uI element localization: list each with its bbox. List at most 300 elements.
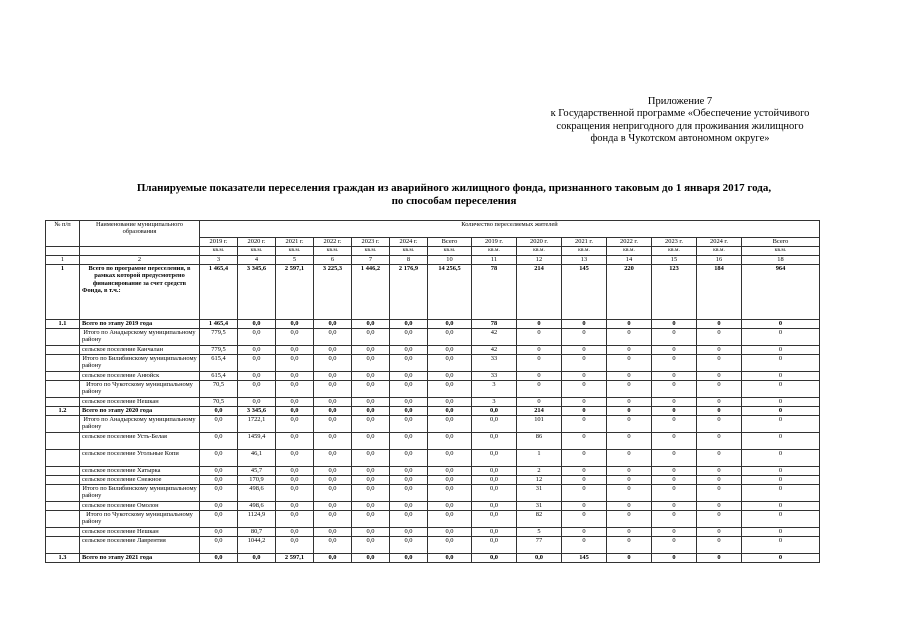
value-cell: 0 [697,416,742,433]
value-cell: 0 [697,450,742,467]
value-cell: 0 [652,346,697,355]
value-cell: 0 [742,554,820,563]
value-cell: 0 [607,450,652,467]
value-cell: 0 [742,346,820,355]
value-cell: 3 [472,381,517,398]
header-unit-blank [80,247,200,256]
value-cell: 0 [652,554,697,563]
column-number: 10 [428,256,472,265]
table-row [46,372,820,381]
value-cell: 2 597,1 [276,265,314,320]
value-cell: 0,0 [472,407,517,416]
value-cell: 0,0 [314,511,352,528]
row-name: Всего по программе переселения, в рамках которой предусмотрено финансирование за счет средств Фонда, в т.ч.: [80,265,200,320]
table-row [46,346,820,355]
value-cell: 0,0 [472,416,517,433]
value-cell: 0 [562,416,607,433]
value-cell: 0,0 [517,554,562,563]
value-cell: 0 [652,485,697,502]
value-cell: 615,4 [200,355,238,372]
value-cell: 0,0 [352,433,390,450]
annex-line: фонда в Чукотском автономном округе» [590,133,770,145]
value-cell: 170,9 [238,476,276,485]
value-cell: 0,0 [314,320,352,329]
row-name: сельское поселение Нешкан [80,398,200,407]
value-cell: 0 [652,416,697,433]
value-cell: 0,0 [238,346,276,355]
value-cell: 0,0 [314,485,352,502]
value-cell: 3 225,3 [314,265,352,320]
value-cell: 0,0 [428,485,472,502]
row-name: сельское поселение Хатырка [80,467,200,476]
value-cell: 0 [562,528,607,537]
value-cell: 0 [742,407,820,416]
value-cell: 0,0 [428,372,472,381]
row-number: 1.2 [46,407,80,416]
value-cell: 0,0 [352,467,390,476]
value-cell: 0,0 [428,528,472,537]
value-cell: 0 [652,511,697,528]
value-cell: 0 [652,476,697,485]
value-cell: 0 [607,537,652,554]
row-number [46,433,80,450]
value-cell: 123 [652,265,697,320]
column-number: 12 [517,256,562,265]
value-cell: 0 [742,320,820,329]
value-cell: 42 [472,346,517,355]
row-number [46,355,80,372]
value-cell: 0,0 [390,381,428,398]
value-cell: 0,0 [390,320,428,329]
value-cell: 12 [517,476,562,485]
value-cell: 0,0 [352,372,390,381]
value-cell: 0 [607,467,652,476]
value-cell: 0,0 [352,485,390,502]
value-cell: 2 176,9 [390,265,428,320]
value-cell: 0 [607,502,652,511]
header-name: Наименование муниципального образования [80,221,200,247]
value-cell: 0 [697,554,742,563]
annex-line: Приложение 7 [647,96,713,107]
value-cell: 0 [652,433,697,450]
row-name: Итого по Чукотскому муниципальному району [80,511,200,528]
value-cell: 0,0 [428,450,472,467]
value-cell: 2 597,1 [276,554,314,563]
header-unit: кв.м. [562,247,607,256]
value-cell: 0 [697,467,742,476]
column-number: 8 [390,256,428,265]
value-cell: 0,0 [276,467,314,476]
value-cell: 0 [652,381,697,398]
value-cell: 0,0 [390,416,428,433]
table-row [46,502,820,511]
header-year: 2023 г. [652,238,697,247]
value-cell: 0,0 [238,320,276,329]
header-year: 2024 г. [390,238,428,247]
column-number: 18 [742,256,820,265]
value-cell: 0,0 [314,502,352,511]
value-cell: 0,0 [428,381,472,398]
value-cell: 0,0 [428,537,472,554]
value-cell: 0,0 [276,346,314,355]
value-cell: 0 [607,433,652,450]
row-name: Всего по этапу 2019 года [80,320,200,329]
value-cell: 0 [742,450,820,467]
row-number: 1.3 [46,554,80,563]
row-number [46,398,80,407]
header-unit: кв.м. [428,247,472,256]
title-line-2: по способам переселения [391,195,517,207]
value-cell: 0 [607,485,652,502]
resettlement-table [45,220,820,563]
table-row [46,528,820,537]
value-cell: 0 [607,372,652,381]
value-cell: 0 [652,450,697,467]
value-cell: 3 345,6 [238,265,276,320]
value-cell: 70,5 [200,381,238,398]
row-number [46,346,80,355]
value-cell: 0 [697,476,742,485]
value-cell: 0,0 [390,398,428,407]
value-cell: 0,0 [352,320,390,329]
value-cell: 0,0 [428,467,472,476]
column-number: 4 [238,256,276,265]
header-year: 2020 г. [238,238,276,247]
header-year: 2019 г. [200,238,238,247]
row-number [46,476,80,485]
value-cell: 145 [562,554,607,563]
value-cell: 2 [517,467,562,476]
value-cell: 0,0 [238,372,276,381]
value-cell: 0,0 [200,485,238,502]
row-number [46,372,80,381]
value-cell: 0,0 [314,372,352,381]
value-cell: 0 [652,355,697,372]
value-cell: 0,0 [352,381,390,398]
value-cell: 0 [517,329,562,346]
value-cell: 0,0 [238,355,276,372]
value-cell: 0 [652,537,697,554]
value-cell: 0 [697,511,742,528]
column-number: 3 [200,256,238,265]
value-cell: 0,0 [472,537,517,554]
value-cell: 0,0 [428,511,472,528]
row-name: сельское поселение Угольные Копи [80,450,200,467]
header-year: 2024 г. [697,238,742,247]
header-unit: кв.м. [238,247,276,256]
value-cell: 779,5 [200,329,238,346]
row-name: Итого по Билибинскому муниципальному району [80,355,200,372]
header-unit: кв.м. [276,247,314,256]
row-name: сельское поселение Снежное [80,476,200,485]
row-number [46,537,80,554]
row-name: сельское поселение Нешкан [80,528,200,537]
value-cell: 0 [652,398,697,407]
value-cell: 0 [742,502,820,511]
value-cell: 0,0 [390,485,428,502]
value-cell: 184 [697,265,742,320]
value-cell: 0 [607,320,652,329]
column-number: 13 [562,256,607,265]
value-cell: 0 [697,346,742,355]
row-name: Итого по Анадырскому муниципальному району [80,329,200,346]
value-cell: 498,6 [238,502,276,511]
value-cell: 0,0 [352,407,390,416]
column-number: 11 [472,256,517,265]
value-cell: 0,0 [314,554,352,563]
value-cell: 0,0 [200,407,238,416]
value-cell: 0 [652,528,697,537]
row-number [46,485,80,502]
value-cell: 0 [607,476,652,485]
value-cell: 0,0 [276,398,314,407]
value-cell: 0 [607,355,652,372]
value-cell: 0 [697,502,742,511]
value-cell: 0 [652,329,697,346]
value-cell: 0 [562,467,607,476]
value-cell: 1 465,4 [200,320,238,329]
value-cell: 31 [517,485,562,502]
value-cell: 3 345,6 [238,407,276,416]
value-cell: 0,0 [200,528,238,537]
value-cell: 0 [697,320,742,329]
value-cell: 0,0 [276,416,314,433]
value-cell: 0 [742,381,820,398]
value-cell: 0,0 [276,502,314,511]
value-cell: 0 [652,320,697,329]
value-cell: 70,5 [200,398,238,407]
table-row [46,381,820,398]
value-cell: 0 [742,433,820,450]
value-cell: 0 [697,381,742,398]
value-cell: 0,0 [314,355,352,372]
value-cell: 1 [517,450,562,467]
value-cell: 0 [742,355,820,372]
value-cell: 0,0 [276,381,314,398]
value-cell: 0 [697,329,742,346]
value-cell: 80,7 [238,528,276,537]
value-cell: 0 [697,433,742,450]
value-cell: 0,0 [314,476,352,485]
row-number [46,416,80,433]
row-name: Всего по этапу 2021 года [80,554,200,563]
value-cell: 101 [517,416,562,433]
annex-line: к Государственной программе «Обеспечение устойчивого [550,108,810,120]
row-name: Всего по этапу 2020 года [80,407,200,416]
value-cell: 0,0 [472,485,517,502]
value-cell: 0,0 [200,537,238,554]
value-cell: 0,0 [276,355,314,372]
value-cell: 0,0 [276,537,314,554]
header-unit: кв.м. [652,247,697,256]
column-number: 16 [697,256,742,265]
value-cell: 0,0 [276,450,314,467]
value-cell: 0,0 [390,467,428,476]
value-cell: 86 [517,433,562,450]
value-cell: 0,0 [314,537,352,554]
value-cell: 0 [607,528,652,537]
value-cell: 0,0 [276,407,314,416]
header-year: 2020 г. [517,238,562,247]
table-row [46,511,820,528]
value-cell: 0 [607,407,652,416]
value-cell: 220 [607,265,652,320]
value-cell: 0,0 [472,450,517,467]
value-cell: 0,0 [276,528,314,537]
column-number: 1 [46,256,80,265]
value-cell: 0 [607,511,652,528]
value-cell: 0,0 [390,433,428,450]
header-year: 2021 г. [276,238,314,247]
header-unit: кв.м. [200,247,238,256]
column-number: 14 [607,256,652,265]
value-cell: 0 [562,372,607,381]
value-cell: 14 256,5 [428,265,472,320]
value-cell: 0,0 [428,416,472,433]
value-cell: 0,0 [472,476,517,485]
value-cell: 0,0 [428,346,472,355]
value-cell: 0 [742,476,820,485]
value-cell: 0 [607,416,652,433]
value-cell: 33 [472,372,517,381]
row-number [46,381,80,398]
value-cell: 0,0 [276,433,314,450]
value-cell: 0 [742,537,820,554]
row-name: Итого по Билибинскому муниципальному району [80,485,200,502]
value-cell: 779,5 [200,346,238,355]
value-cell: 0,0 [390,502,428,511]
value-cell: 0,0 [314,398,352,407]
annex-line: сокращения непригодного для проживания жилищного [556,120,804,132]
value-cell: 0 [517,398,562,407]
value-cell: 0,0 [472,528,517,537]
value-cell: 0,0 [352,450,390,467]
table-row [46,476,820,485]
row-number [46,329,80,346]
value-cell: 0 [562,407,607,416]
value-cell: 0,0 [276,511,314,528]
header-unit: кв.м. [697,247,742,256]
value-cell: 0,0 [200,467,238,476]
row-name: сельское поселение Омолон [80,502,200,511]
row-number [46,502,80,511]
header-unit: кв.м. [314,247,352,256]
value-cell: 0,0 [314,433,352,450]
table-row [46,407,820,416]
value-cell: 5 [517,528,562,537]
value-cell: 0 [742,416,820,433]
value-cell: 145 [562,265,607,320]
value-cell: 0,0 [314,407,352,416]
value-cell: 0 [562,346,607,355]
row-name: сельское поселение Усть-Белая [80,433,200,450]
value-cell: 0,0 [390,407,428,416]
value-cell: 0,0 [428,320,472,329]
value-cell: 0 [517,381,562,398]
value-cell: 0,0 [276,320,314,329]
table-row [46,433,820,450]
value-cell: 0,0 [390,476,428,485]
header-year: 2022 г. [314,238,352,247]
value-cell: 0,0 [390,329,428,346]
row-name: сельское поселение Анюйск [80,372,200,381]
value-cell: 1 465,4 [200,265,238,320]
value-cell: 0,0 [352,329,390,346]
column-number: 15 [652,256,697,265]
header-year: 2023 г. [352,238,390,247]
header-year: 2021 г. [562,238,607,247]
value-cell: 0,0 [200,450,238,467]
value-cell: 45,7 [238,467,276,476]
value-cell: 0 [742,485,820,502]
value-cell: 46,1 [238,450,276,467]
row-number: 1 [46,265,80,320]
value-cell: 77 [517,537,562,554]
value-cell: 0,0 [428,554,472,563]
value-cell: 615,4 [200,372,238,381]
header-year: 2022 г. [607,238,652,247]
value-cell: 0,0 [428,433,472,450]
value-cell: 214 [517,407,562,416]
value-cell: 0,0 [352,416,390,433]
table-row [46,398,820,407]
value-cell: 0,0 [428,329,472,346]
value-cell: 0 [562,320,607,329]
value-cell: 0,0 [276,372,314,381]
value-cell: 42 [472,329,517,346]
value-cell: 0,0 [352,537,390,554]
row-number [46,450,80,467]
value-cell: 0 [742,511,820,528]
row-name: сельское поселение Лаврентия [80,537,200,554]
value-cell: 0 [562,537,607,554]
header-unit: кв.м. [607,247,652,256]
value-cell: 0,0 [238,329,276,346]
row-name: Итого по Анадырскому муниципальному району [80,416,200,433]
value-cell: 0,0 [390,528,428,537]
value-cell: 0 [742,467,820,476]
value-cell: 0,0 [352,554,390,563]
header-group: Количество переселяемых жителей [200,221,820,238]
row-number: 1.1 [46,320,80,329]
value-cell: 0,0 [238,554,276,563]
value-cell: 78 [472,320,517,329]
column-number: 2 [80,256,200,265]
header-unit-row [46,247,820,256]
value-cell: 0 [562,355,607,372]
value-cell: 498,6 [238,485,276,502]
header-no: № п/п [46,221,80,247]
value-cell: 0,0 [428,502,472,511]
value-cell: 0,0 [314,528,352,537]
value-cell: 0 [697,355,742,372]
value-cell: 0 [517,372,562,381]
row-number [46,528,80,537]
value-cell: 0,0 [276,476,314,485]
header-unit: кв.м. [472,247,517,256]
value-cell: 78 [472,265,517,320]
value-cell: 0,0 [314,329,352,346]
header-unit: кв.м. [517,247,562,256]
row-number [46,467,80,476]
value-cell: 0,0 [352,355,390,372]
table-row [46,485,820,502]
value-cell: 31 [517,502,562,511]
value-cell: 0,0 [314,346,352,355]
value-cell: 0 [697,537,742,554]
value-cell: 1044,2 [238,537,276,554]
table-row [46,416,820,433]
